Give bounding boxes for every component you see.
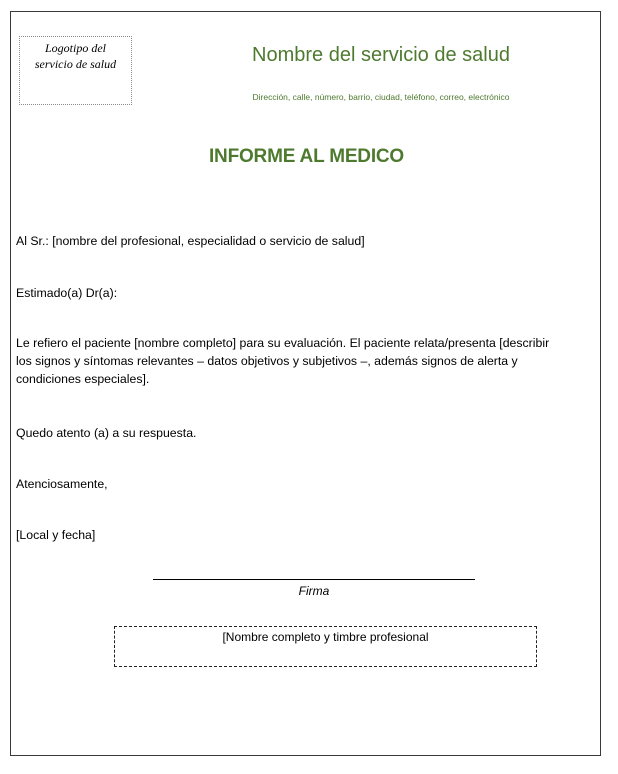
recipient-line: Al Sr.: [nombre del profesional, especialidad o servicio de salud] xyxy=(16,234,365,248)
greeting-line: Estimado(a) Dr(a): xyxy=(16,286,118,300)
professional-name-box xyxy=(114,626,537,667)
sign-off: Atenciosamente, xyxy=(16,477,108,491)
service-contact-details: Dirección, calle, número, barrio, ciudad, teléfono, correo, electrónico xyxy=(252,92,510,102)
document-title: INFORME AL MEDICO xyxy=(208,146,405,167)
closing-request: Quedo atento (a) a su respuesta. xyxy=(16,426,197,440)
logo-placeholder xyxy=(19,36,132,105)
signature-line xyxy=(153,579,475,580)
document-page xyxy=(10,11,601,756)
logo-text-line2: servicio de salud xyxy=(34,57,117,71)
body-paragraph: Le refiero el paciente [nombre completo] para su evaluación. El paciente relata/presenta [describir los signos y síntomas relevantes – datos objetivos y subjetivos –, además signos de alerta y condiciones especiales]. xyxy=(16,336,550,386)
logo-text-line1: Logotipo del xyxy=(44,41,106,55)
place-and-date: [Local y fecha] xyxy=(16,528,96,542)
professional-name-placeholder: [Nombre completo y timbre profesional xyxy=(222,630,429,644)
signature-label: Firma xyxy=(298,584,330,598)
service-name: Nombre del servicio de salud xyxy=(252,44,510,66)
